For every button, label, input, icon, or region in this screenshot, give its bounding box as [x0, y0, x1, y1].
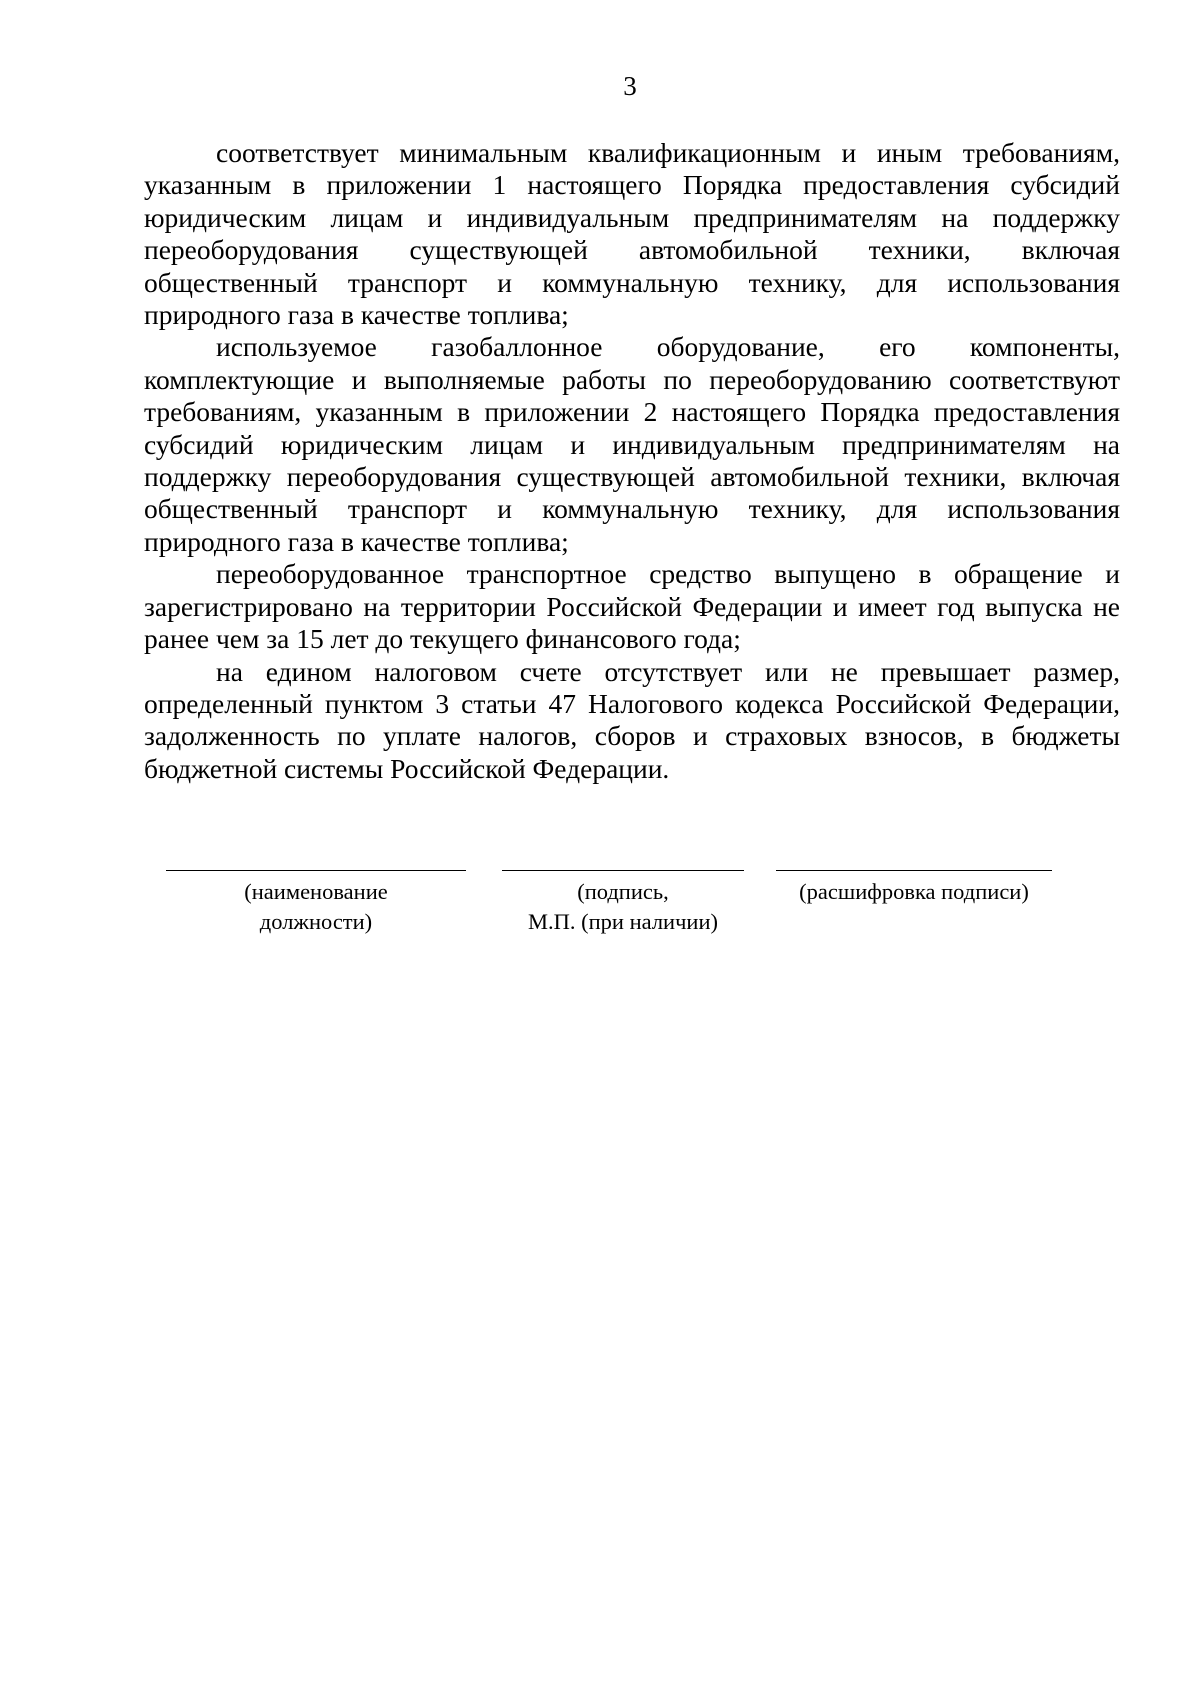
position-column [166, 870, 466, 937]
decoding-column [776, 870, 1052, 907]
paragraph-gas-equipment: используемое газобаллонное оборудование, его компоненты, комплектующие и выполняемые работы по переоборудованию соответствуют требованиям, указанным в приложении 2 настоящего Порядка предоставления субсидий юридическим лицам и индивидуальным предпринимателям на поддержку переоборудования существующей автомобильной техники, включая общественный транспорт и коммунальную технику, для использования природного газа в качестве топлива; [144, 331, 1120, 557]
decoding-caption: (расшифровка подписи) [799, 879, 1029, 904]
position-line [166, 870, 466, 871]
paragraph-tax-debt: на едином налоговом счете отсутствует или не превышает размер, определенный пунктом 3 статьи 47 Налогового кодекса Российской Федерации, задолженность по уплате налогов, сборов и страховых взносов, в бюджеты бюджетной системы Российской Федерации. [144, 655, 1120, 784]
signature-block [0, 870, 1200, 950]
decoding-line [776, 870, 1052, 871]
signature-line [502, 870, 744, 871]
paragraph-qualification-requirements: соответствует минимальным квалификационным и иным требованиям, указанным в приложении 1 настоящего Порядка предоставления субсидий юридическим лицам и индивидуальным предпринимателям на поддержку переоборудования существующей автомобильной техники, включая общественный транспорт и коммунальную технику, для использования природного газа в качестве топлива; [144, 137, 1120, 331]
document-body [144, 137, 1120, 785]
position-caption: (наименование должности) [244, 879, 388, 934]
signature-column [502, 870, 744, 937]
paragraph-vehicle-registration: переоборудованное транспортное средство выпущено в обращение и зарегистрировано на территории Российской Федерации и имеет год выпуска не ранее чем за 15 лет до текущего финансового года; [144, 558, 1120, 655]
page-number: 3 [623, 71, 637, 101]
signature-caption: (подпись, М.П. (при наличии) [528, 879, 718, 934]
